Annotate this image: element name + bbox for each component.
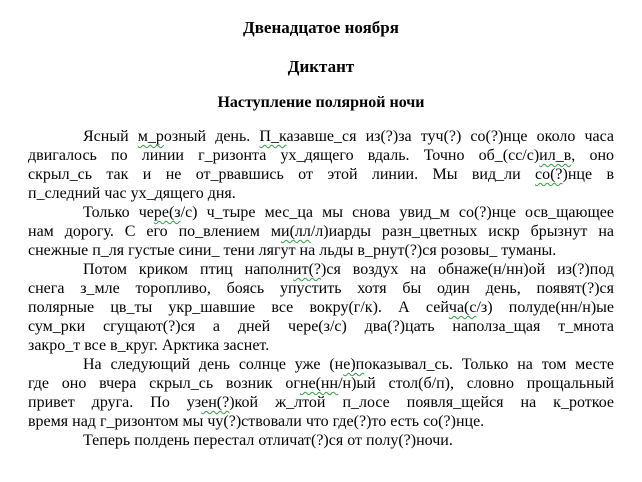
dictation-text (28, 127, 614, 450)
text-segment: азавше_ся из(?)за туч(?) со(?)нце около часа (286, 128, 615, 145)
spellcheck-squiggle: ит(? (293, 261, 322, 278)
text-segment: озный день. (163, 128, 260, 145)
paragraph (28, 127, 614, 203)
paragraph (28, 203, 614, 260)
document-date-title: Двенадцатое ноября (243, 18, 399, 37)
text-line (28, 393, 614, 412)
text-segment: закро_т все в_круг. Арктика заснет. (28, 337, 270, 354)
text-segment: Теперь полдень перестал отличат(?)ся от полу(?)ночи. (83, 432, 453, 449)
spellcheck-squiggle: и(лл (281, 223, 311, 240)
text-segment: снежные п_ля густые сини_ тени лягут на льды в_рнут(?)ся розовы_ туманы. (28, 242, 557, 259)
spellcheck-squiggle: е)п (343, 356, 365, 373)
text-segment: )нце в (562, 166, 615, 183)
text-segment: привет друга. По уз (28, 394, 202, 411)
text-segment: время над г_ризонтом мы чу(?)ствовали что где(?)то есть со(?)нце. (28, 413, 485, 430)
text-segment: )кой ж_лтой п_лосе появля_щейся на к_роткое (229, 394, 614, 411)
text-segment: /з) полуде(нн/н)ые (476, 299, 614, 316)
document-header (0, 18, 642, 113)
spellcheck-squiggle: ен(? (201, 394, 230, 411)
text-segment: двигалось по линии г_ризонта ух_дящего вдаль. Точно об_(сс/с) (28, 147, 540, 164)
spellcheck-squiggle: ча(с (448, 299, 477, 316)
spellcheck-squiggle: ре(з (153, 204, 181, 221)
text-line (28, 279, 614, 298)
text-segment: Потом криком птиц наполн (83, 261, 294, 278)
text-line (28, 298, 614, 317)
text-segment: оказывал_сь. Только на том месте (364, 356, 615, 373)
text-line (28, 203, 614, 222)
document-type-title: Диктант (287, 57, 355, 76)
text-line (28, 184, 614, 203)
text-segment: , оно (571, 147, 615, 164)
text-segment: полярные цв_ты укр_шавшие все вокру(г/к). А сей (28, 299, 449, 316)
spellcheck-squiggle: со(? (535, 166, 563, 183)
text-segment: снега з_мле торопливо, боясь упустить хотя бы один день, появят(?)ся (28, 280, 614, 297)
text-segment: где оно вчера скрыл_сь возник ог (28, 375, 300, 392)
text-segment: /л)иарды разн_цветных искр брызнут на (310, 223, 614, 240)
text-segment: Только че (83, 204, 154, 221)
text-line (28, 241, 614, 260)
text-segment: /с) ч_тыре мес_ца мы снова увид_м со(?)нце осв_щающее (180, 204, 615, 221)
text-segment: скрыл_сь так и не от_рвавшись от этой линии. Мы вид_ли (28, 166, 535, 183)
text-segment: п_следний час ух_дящего дня. (28, 185, 236, 202)
text-line (28, 317, 614, 336)
spellcheck-squiggle: ил_в (539, 147, 572, 164)
text-line (28, 374, 614, 393)
paragraph (28, 355, 614, 431)
text-segment: Ясный (83, 128, 138, 145)
text-line (28, 222, 614, 241)
text-segment: /н)ый стол(б/п), словно прощальный (338, 375, 615, 392)
text-segment: сум_рки сгущают(?)ся а дней чере(з/с) два(?)цать наполза_щая т_мнота (28, 318, 614, 335)
text-segment: нам дорогу. С его по_влением м (28, 223, 281, 240)
text-line (28, 336, 614, 355)
text-line (28, 355, 614, 374)
document-subject-title: Наступление полярной ночи (217, 94, 425, 111)
spellcheck-squiggle: м_р (137, 128, 164, 145)
paragraph (28, 260, 614, 355)
text-line (28, 412, 614, 431)
text-line (28, 127, 614, 146)
text-segment: На следующий день солнце уже (н (83, 356, 344, 373)
text-line (28, 260, 614, 279)
text-line (28, 165, 614, 184)
spellcheck-squiggle: не(нн (299, 375, 339, 392)
text-segment: )ся воздух на обнаже(н/нн)ой из(?)под (321, 261, 615, 278)
text-line (28, 146, 614, 165)
text-line (28, 431, 614, 450)
paragraph (28, 431, 614, 450)
spellcheck-squiggle: П_к (259, 128, 287, 145)
